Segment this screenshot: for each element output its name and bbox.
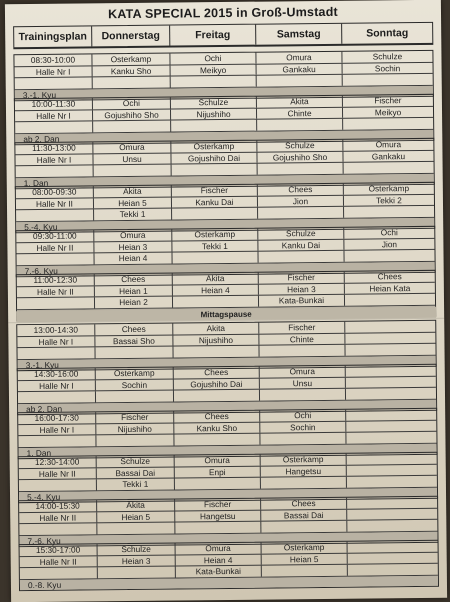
schedule-cell: Gankaku xyxy=(257,63,343,74)
schedule-cell: Ochi xyxy=(93,98,171,109)
schedule-cell: Osterkamp xyxy=(368,183,410,194)
schedule-cell xyxy=(260,389,346,400)
schedule-cell xyxy=(347,497,437,508)
schedule-cell: Hangetsu xyxy=(261,465,347,476)
schedule-cell: Omura xyxy=(256,52,342,63)
schedule-cell xyxy=(261,521,347,532)
schedule-sheet xyxy=(5,0,447,602)
schedule-cell: Bassai Dai xyxy=(97,467,175,478)
schedule-cell: Heian 4 xyxy=(173,284,259,295)
schedule-cell: Hangetsu xyxy=(175,510,261,521)
schedule-cell xyxy=(345,294,435,305)
schedule-cell xyxy=(347,508,437,519)
schedule-cell: Akita xyxy=(173,273,259,284)
schedule-cell: Fischer xyxy=(96,412,174,423)
kata-row-label: Halle Nr II xyxy=(20,556,98,567)
schedule-cell: Bassai Dai xyxy=(261,509,347,520)
schedule-cell: Heian 3 xyxy=(259,283,345,294)
schedule-cell: Unsu xyxy=(260,377,346,388)
schedule-cell: Heian 5 xyxy=(262,553,348,564)
schedule-cell: Kanku Sho xyxy=(174,422,260,433)
empty-row-label xyxy=(17,347,95,358)
schedule-cell xyxy=(258,163,344,174)
schedule-cell xyxy=(259,345,345,356)
schedule-cell xyxy=(174,390,260,401)
schedule-cell: Gojushiho Dai xyxy=(171,152,257,163)
trainer-row-label: 08:00-09:30 xyxy=(16,186,94,197)
header-trainingsplan: Trainingsplan xyxy=(14,26,92,47)
schedule-cell xyxy=(346,365,436,376)
schedule-cell xyxy=(261,477,347,488)
level-label: ab 2. Dan xyxy=(23,133,60,144)
schedule-cell xyxy=(258,251,344,262)
level-label: 5.-4. Kyu xyxy=(26,491,61,502)
schedule-cell: Chees xyxy=(261,498,347,509)
schedule-cell xyxy=(171,76,257,87)
schedule-cell xyxy=(173,296,259,307)
kata-row-label: Halle Nr I xyxy=(18,424,96,435)
extra-row-label xyxy=(17,297,95,308)
lunch-break-label: Mittagspause xyxy=(16,307,436,322)
schedule-cell: Gojushiho Sho xyxy=(93,109,171,120)
schedule-cell: Omura xyxy=(260,366,346,377)
schedule-cell: Akita xyxy=(97,500,175,511)
schedule-cell xyxy=(347,520,437,531)
schedule-cell: Chinte xyxy=(257,107,343,118)
schedule-cell xyxy=(171,120,257,131)
trainer-row-label: 11:30-13:00 xyxy=(15,142,93,153)
schedule-cell xyxy=(96,391,174,402)
level-label: 7.-6. Kyu xyxy=(27,535,61,546)
schedule-cell: Osterkamp xyxy=(92,54,170,65)
schedule-cell xyxy=(347,464,437,475)
schedule-cell: Schulze xyxy=(98,544,176,555)
schedule-cell: Omura xyxy=(176,543,262,554)
schedule-cell xyxy=(97,523,175,534)
schedule-cell xyxy=(346,376,436,387)
extra-row-label xyxy=(20,567,98,578)
schedule-cell xyxy=(346,388,436,399)
schedule-cell: Heian 3 xyxy=(94,241,172,252)
schedule-cell: Omura xyxy=(93,142,171,153)
level-label: 5.-4. Kyu xyxy=(24,221,58,232)
trainer-row-label: 16:00-17:30 xyxy=(18,412,96,423)
trainer-row-label: 10:00-11:30 xyxy=(15,98,93,109)
schedule-cell: Fischer xyxy=(175,499,261,510)
schedule-cell xyxy=(172,252,258,263)
session-block xyxy=(19,540,439,591)
schedule-cell: Heian 5 xyxy=(94,197,172,208)
schedule-cell: Akita xyxy=(94,186,172,197)
header-donnerstag: Donnerstag xyxy=(92,26,170,47)
schedule-cell: Heian 3 xyxy=(98,555,176,566)
schedule-cell xyxy=(258,207,344,218)
trainer-row-label: 14:30-16:00 xyxy=(18,368,96,379)
schedule-cell: Bassai Sho xyxy=(95,335,173,346)
schedule-cell: Chinte xyxy=(259,333,345,344)
schedule-cell: Chees xyxy=(95,324,173,335)
level-label: 1. Dan xyxy=(26,447,52,458)
trainer-row-label: 13:00-14:30 xyxy=(17,324,95,335)
kata-row-label: Halle Nr II xyxy=(16,242,94,253)
schedule-cell: Osterkamp xyxy=(96,368,174,379)
schedule-cell: Tekki 2 xyxy=(375,194,402,205)
schedule-cell: Heian 1 xyxy=(95,285,173,296)
schedule-cell xyxy=(344,206,434,217)
schedule-cell: Kanku Sho xyxy=(93,65,171,76)
schedule-cell xyxy=(348,552,438,563)
schedule-cell xyxy=(348,564,438,575)
level-label: ab 2. Dan xyxy=(26,403,63,414)
empty-row-label xyxy=(16,165,94,176)
schedule-cell xyxy=(94,165,172,176)
schedule-cell: Sochin xyxy=(260,421,346,432)
schedule-cell xyxy=(257,75,343,86)
schedule-cell: Gankaku xyxy=(371,150,406,161)
schedule-cell xyxy=(344,250,434,261)
level-label: 3.-1. Kyu xyxy=(25,359,59,370)
schedule-cell xyxy=(346,409,436,420)
schedule-header xyxy=(13,22,433,49)
schedule-cell: Kata-Bunkai xyxy=(259,295,345,306)
empty-row-label xyxy=(15,77,93,88)
schedule-cell: Fischer xyxy=(172,185,258,196)
schedule-cell: Meikyo xyxy=(374,106,402,117)
schedule-cell: Akita xyxy=(257,96,343,107)
schedule-cell: Omura xyxy=(375,139,402,150)
schedule-cell: Akita xyxy=(173,323,259,334)
schedule-cell xyxy=(96,435,174,446)
kata-row-label: Halle Nr I xyxy=(18,380,96,391)
schedule-cell: Unsu xyxy=(93,153,171,164)
schedule-cell: Chees xyxy=(174,411,260,422)
schedule-cell xyxy=(344,162,434,173)
schedule-cell: Osterkamp xyxy=(172,229,258,240)
schedule-cell xyxy=(257,119,343,130)
trainer-row-label: 11:00-12:30 xyxy=(17,274,95,285)
extra-row-label xyxy=(19,479,97,490)
schedule-cell: Schulze xyxy=(257,140,343,151)
schedule-cell xyxy=(93,121,171,132)
kata-row-label: Halle Nr I xyxy=(17,336,95,347)
kata-row-label: Halle Nr I xyxy=(15,66,93,77)
trainer-row-label: 15:30-17:00 xyxy=(20,544,98,555)
schedule-cell: Gojushiho Sho xyxy=(257,151,343,162)
trainer-row-label: 12:30-14:00 xyxy=(19,456,97,467)
schedule-cell: Heian 4 xyxy=(176,554,262,565)
schedule-cell: Gojushiho Dai xyxy=(174,378,260,389)
schedule-cell xyxy=(98,567,176,578)
empty-row-label xyxy=(18,391,96,402)
schedule-cell: Sochin xyxy=(374,62,401,73)
schedule-cell: Fischer xyxy=(259,322,345,333)
empty-row-label xyxy=(15,121,93,132)
kata-row-label: Halle Nr I xyxy=(15,154,93,165)
schedule-cell: Schulze xyxy=(97,456,175,467)
schedule-cell: Schulze xyxy=(171,97,257,108)
schedule-cell: Jion xyxy=(381,238,398,249)
schedule-cell: Ochi xyxy=(260,410,346,421)
level-label: 0.-8. Kyu xyxy=(27,579,62,590)
header-sonntag: Sonntag xyxy=(366,27,409,40)
schedule-cell: Nijushiho xyxy=(171,108,257,119)
empty-row-label xyxy=(18,435,96,446)
schedule-cell: Enpi xyxy=(175,466,261,477)
trainer-row-label: 14:00-15:30 xyxy=(19,500,97,511)
header-samstag: Samstag xyxy=(256,24,342,45)
schedule-cell: Chees xyxy=(258,184,344,195)
schedule-cell: Heian 5 xyxy=(97,511,175,522)
schedule-cell xyxy=(346,432,436,443)
schedule-cell xyxy=(175,478,261,489)
schedule-cell: Omura xyxy=(94,230,172,241)
schedule-cell xyxy=(172,208,258,219)
schedule-cell: Jion xyxy=(258,195,344,206)
schedule-cell xyxy=(175,522,261,533)
schedule-cell xyxy=(260,433,346,444)
kata-row-label: Halle Nr II xyxy=(17,286,95,297)
schedule-cell: Tekki 1 xyxy=(97,479,175,490)
kata-row-label: Halle Nr II xyxy=(16,198,94,209)
header-freitag: Freitag xyxy=(170,25,256,46)
schedule-cell: Ochi xyxy=(380,227,398,238)
schedule-cell: Nijushiho xyxy=(96,423,174,434)
kata-row-label: Halle Nr II xyxy=(19,468,97,479)
level-label: 3.-1. Kyu xyxy=(22,89,57,100)
schedule-cell: Ochi xyxy=(170,53,256,64)
schedule-cell: Sochin xyxy=(96,379,174,390)
schedule-cell xyxy=(343,74,433,85)
schedule-cell xyxy=(345,344,435,355)
level-label: 7.-6. Kyu xyxy=(24,265,58,276)
schedule-cell: Heian Kata xyxy=(369,282,411,293)
schedule-cell xyxy=(173,346,259,357)
schedule-cell xyxy=(95,347,173,358)
trainer-row-label: 08:30-10:00 xyxy=(14,54,92,65)
schedule-cell: Schulze xyxy=(258,228,344,239)
schedule-cell: Heian 4 xyxy=(94,253,172,264)
page-title: KATA SPECIAL 2015 in Groß-Umstadt xyxy=(108,4,338,22)
kata-row-label: Halle Nr I xyxy=(15,110,93,121)
trainer-row-label: 09:30-11:00 xyxy=(16,230,94,241)
extra-row-label xyxy=(16,253,94,264)
schedule-cell: Tekki 1 xyxy=(94,209,172,220)
schedule-cell xyxy=(345,332,435,343)
schedule-cell: Kata-Bunkai xyxy=(176,566,262,577)
schedule-cell: Osterkamp xyxy=(262,542,348,553)
schedule-cell xyxy=(343,118,433,129)
schedule-cell xyxy=(347,476,437,487)
schedule-cell xyxy=(346,420,436,431)
empty-row-label xyxy=(19,523,97,534)
schedule-cell: Kanku Dai xyxy=(258,239,344,250)
schedule-cell: Meikyo xyxy=(171,64,257,75)
schedule-cell xyxy=(348,541,438,552)
schedule-cell: Osterkamp xyxy=(261,454,347,465)
schedule-cell xyxy=(347,453,437,464)
schedule-cell: Nijushiho xyxy=(173,334,259,345)
schedule-cell: Tekki 1 xyxy=(172,240,258,251)
schedule-cell xyxy=(93,77,171,88)
level-label: 1. Dan xyxy=(23,177,49,188)
schedule-cell: Heian 2 xyxy=(95,297,173,308)
kata-row-label: Halle Nr II xyxy=(19,512,97,523)
schedule-cell: Fischer xyxy=(374,95,402,106)
schedule-cell: Chees xyxy=(174,367,260,378)
schedule-cell: Osterkamp xyxy=(171,141,257,152)
schedule-cell: Fischer xyxy=(259,272,345,283)
extra-row-label xyxy=(16,209,94,220)
schedule-cell: Chees xyxy=(377,271,402,282)
schedule-cell xyxy=(345,321,435,332)
schedule-cell xyxy=(262,565,348,576)
schedule-cell: Chees xyxy=(95,274,173,285)
schedule-cell: Omura xyxy=(175,455,261,466)
schedule-cell xyxy=(174,434,260,445)
schedule-cell xyxy=(172,164,258,175)
schedule-cell: Kanku Dai xyxy=(172,196,258,207)
schedule-cell: Schulze xyxy=(372,51,403,62)
